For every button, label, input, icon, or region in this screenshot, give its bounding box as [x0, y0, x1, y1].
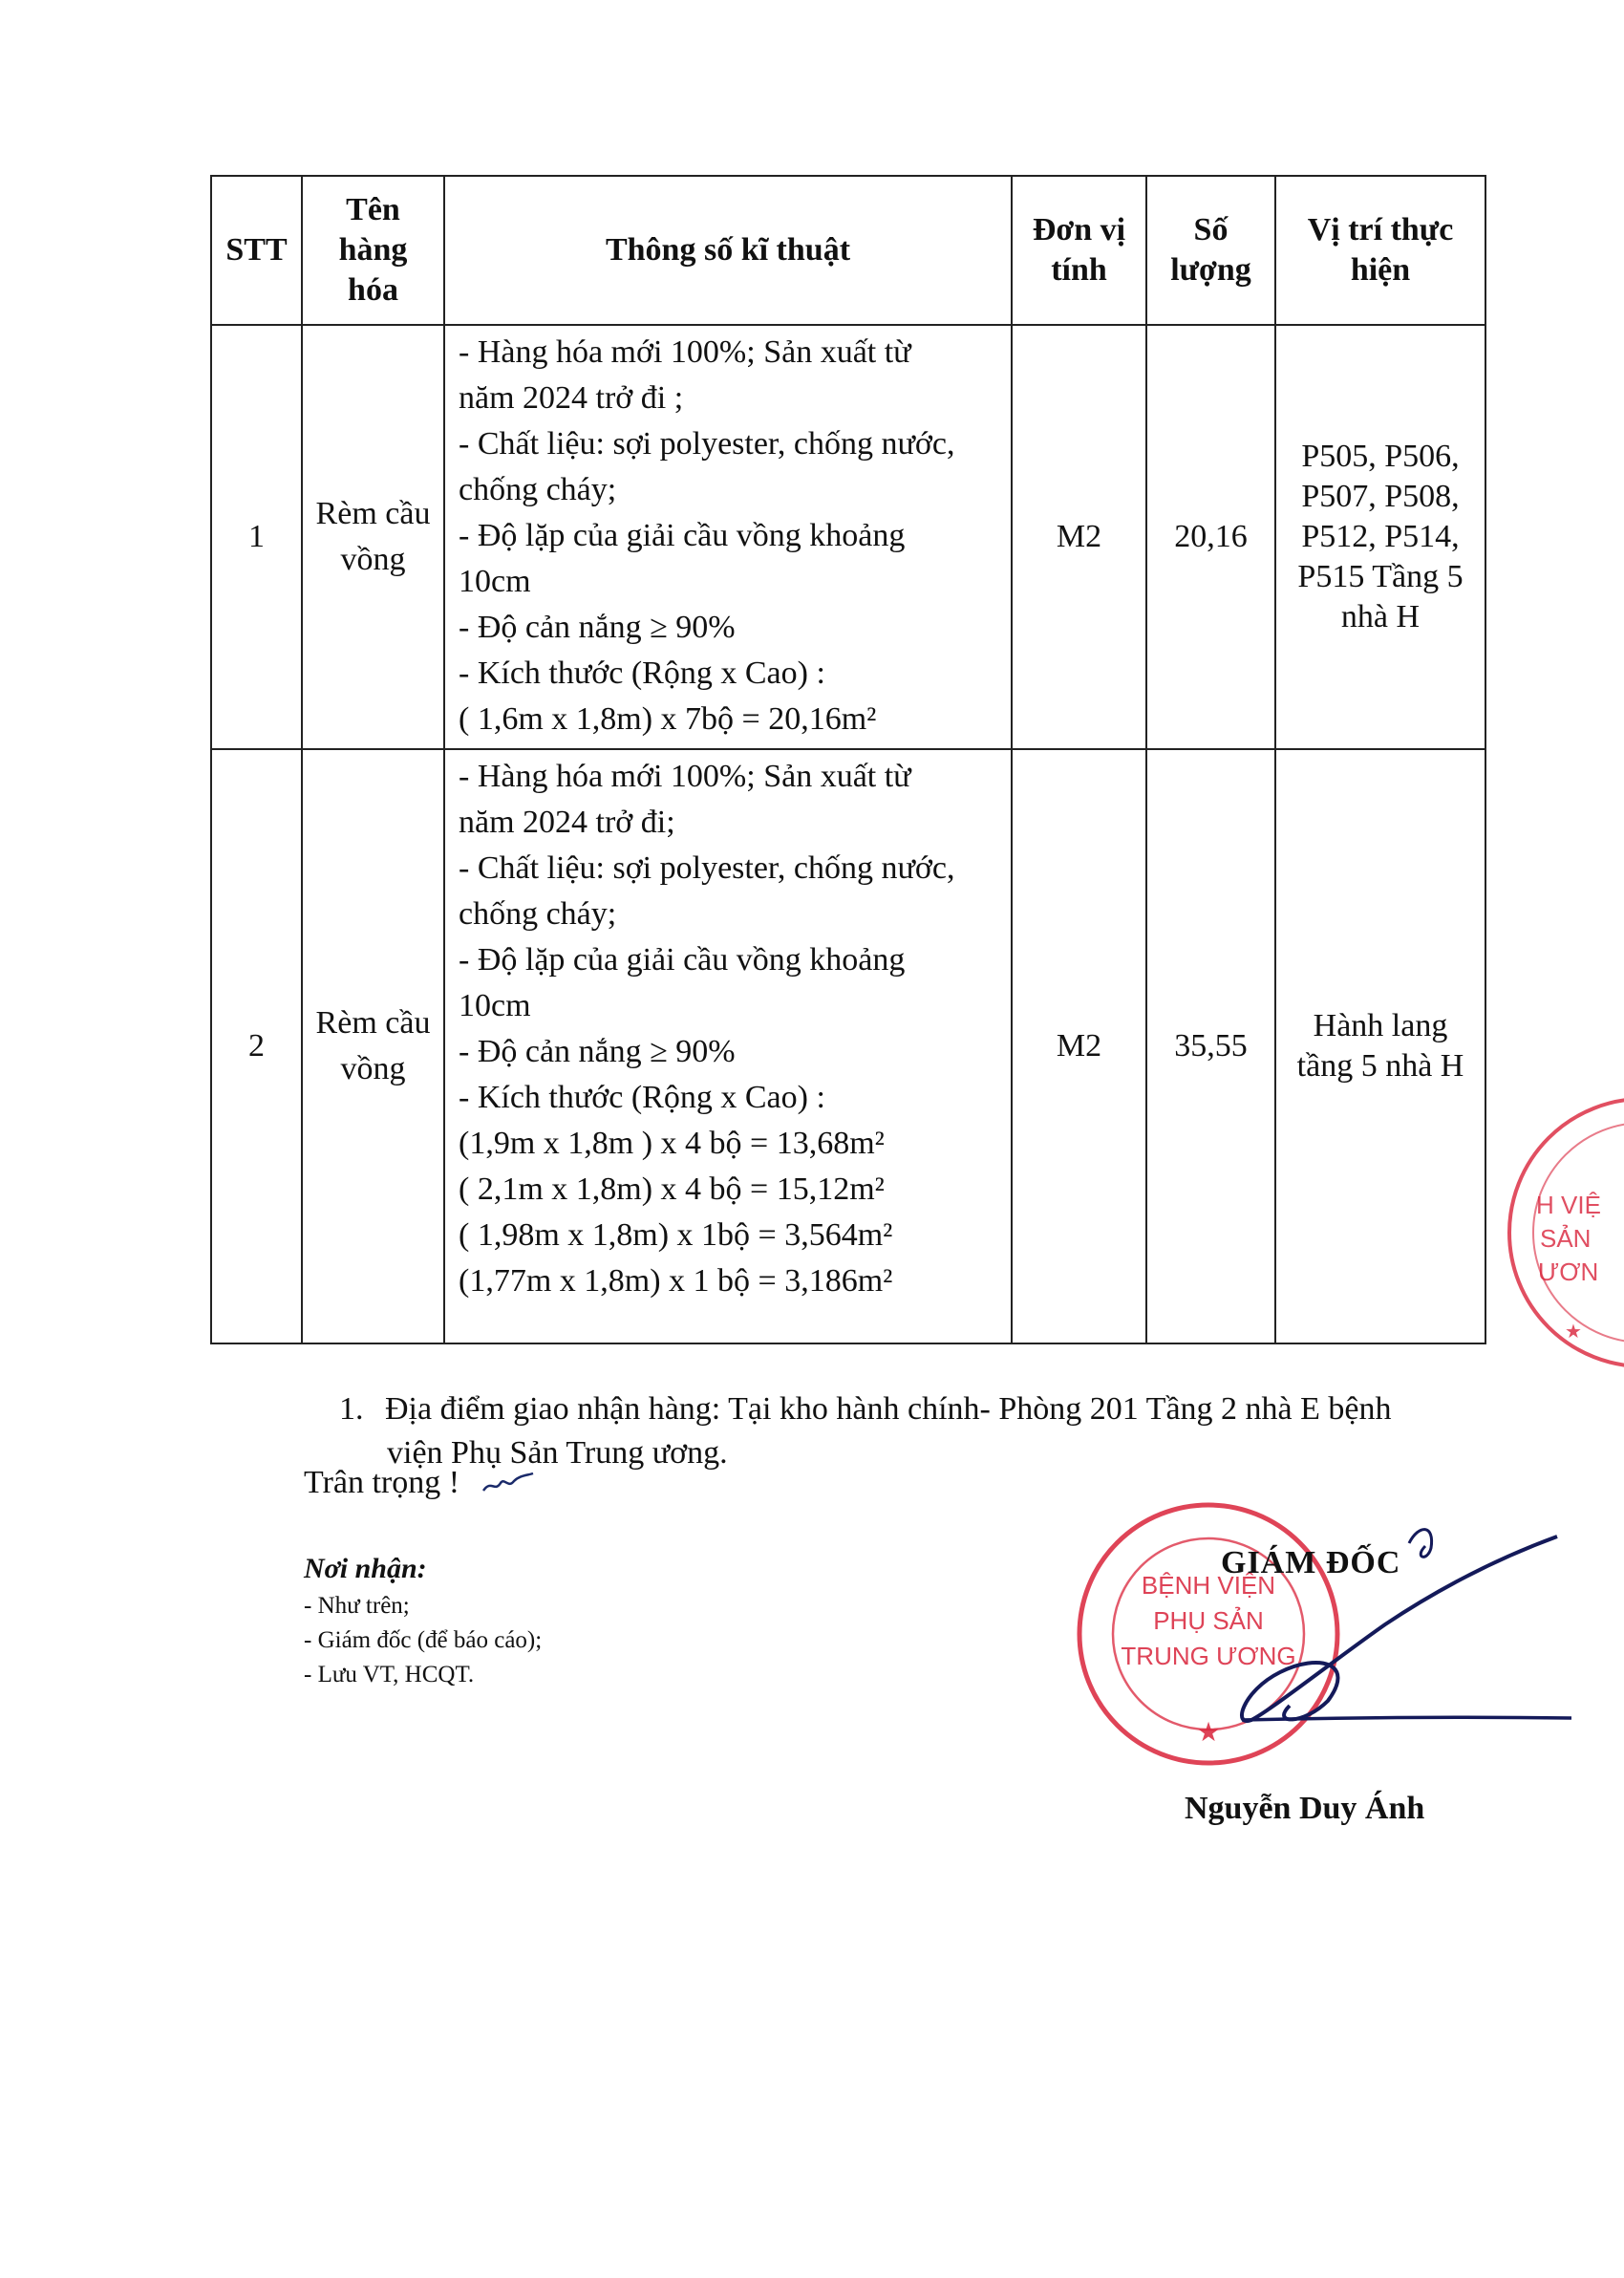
- row-quantity: 35,55: [1146, 749, 1275, 1343]
- row-goods-name: Rèm cầu vồng: [302, 325, 444, 749]
- header-goods-name: Tên hàng hóa: [302, 176, 444, 325]
- note-number: 1.: [339, 1391, 364, 1427]
- closing-text: Trân trọng !: [304, 1465, 460, 1500]
- header-unit: Đơn vị tính: [1012, 176, 1146, 325]
- partial-seal-icon: [1490, 1089, 1624, 1376]
- signature-icon: [1213, 1519, 1576, 1739]
- row-stt: 1: [211, 325, 302, 749]
- row-location: Hành lang tầng 5 nhà H: [1275, 749, 1485, 1343]
- row-specification: - Hàng hóa mới 100%; Sản xuất từ năm 2024 trở đi ; - Chất liệu: sợi polyester, chống nước, chống cháy; - Độ lặp của giải cầu vồng khoảng 10cm - Độ cản nắng ≥ 90% - Kích thước (Rộng x Cao) : ( 1,6m x 1,8m) x 7bộ = 20,16m²: [444, 325, 1012, 749]
- table-row: [211, 325, 1485, 749]
- recipients-title: Nơi nhận:: [304, 1553, 427, 1584]
- row-quantity: 20,16: [1146, 325, 1275, 749]
- recipient-item: - Giám đốc (để báo cáo);: [304, 1627, 543, 1653]
- seal-line-3: TRUNG ƯƠNG: [1121, 1642, 1296, 1670]
- goods-table: [210, 175, 1486, 1344]
- svg-text:★: ★: [1565, 1322, 1582, 1343]
- table-row: [211, 749, 1485, 1343]
- seal-line-2: PHỤ SẢN: [1153, 1606, 1264, 1635]
- delivery-note: [339, 1387, 1392, 1475]
- initial-mark-icon: [480, 1470, 537, 1498]
- header-specification: Thông số kĩ thuật: [444, 176, 1012, 325]
- svg-text:H VIỆ: H VIỆ: [1536, 1191, 1601, 1219]
- row-location: P505, P506, P507, P508, P512, P514, P515 Tầng 5 nhà H: [1275, 325, 1485, 749]
- note-line-2: viện Phụ Sản Trung ương.: [387, 1435, 728, 1471]
- svg-text:SẢN: SẢN: [1540, 1224, 1592, 1253]
- row-goods-name: Rèm cầu vồng: [302, 749, 444, 1343]
- signer-title: GIÁM ĐỐC: [1221, 1545, 1401, 1580]
- recipient-item: - Lưu VT, HCQT.: [304, 1662, 475, 1687]
- header-quantity: Số lượng: [1146, 176, 1275, 325]
- seal-line-1: BỆNH VIỆN: [1141, 1571, 1276, 1600]
- signer-name: Nguyễn Duy Ánh: [1185, 1791, 1425, 1826]
- recipients-list: [304, 1589, 542, 1692]
- row-specification: - Hàng hóa mới 100%; Sản xuất từ năm 2024 trở đi; - Chất liệu: sợi polyester, chống nước, chống cháy; - Độ lặp của giải cầu vồng khoảng 10cm - Độ cản nắng ≥ 90% - Kích thước (Rộng x Cao) : (1,9m x 1,8m ) x 4 bộ = 13,68m² ( 2,1m x 1,8m) x 4 bộ = 15,12m² ( 1,98m x 1,8m) x 1bộ = 3,564m² (1,77m x 1,8m) x 1 bộ = 3,186m²: [444, 749, 1012, 1343]
- row-unit: M2: [1012, 749, 1146, 1343]
- recipient-item: - Như trên;: [304, 1593, 410, 1619]
- svg-text:★: ★: [1196, 1717, 1221, 1747]
- row-unit: M2: [1012, 325, 1146, 749]
- table-header-row: [211, 176, 1485, 325]
- header-location: Vị trí thực hiện: [1275, 176, 1485, 325]
- svg-text:ƯƠN: ƯƠN: [1538, 1257, 1599, 1286]
- note-line-1: Địa điểm giao nhận hàng: Tại kho hành chính- Phòng 201 Tầng 2 nhà E bệnh: [385, 1391, 1392, 1427]
- header-stt: STT: [211, 176, 302, 325]
- row-stt: 2: [211, 749, 302, 1343]
